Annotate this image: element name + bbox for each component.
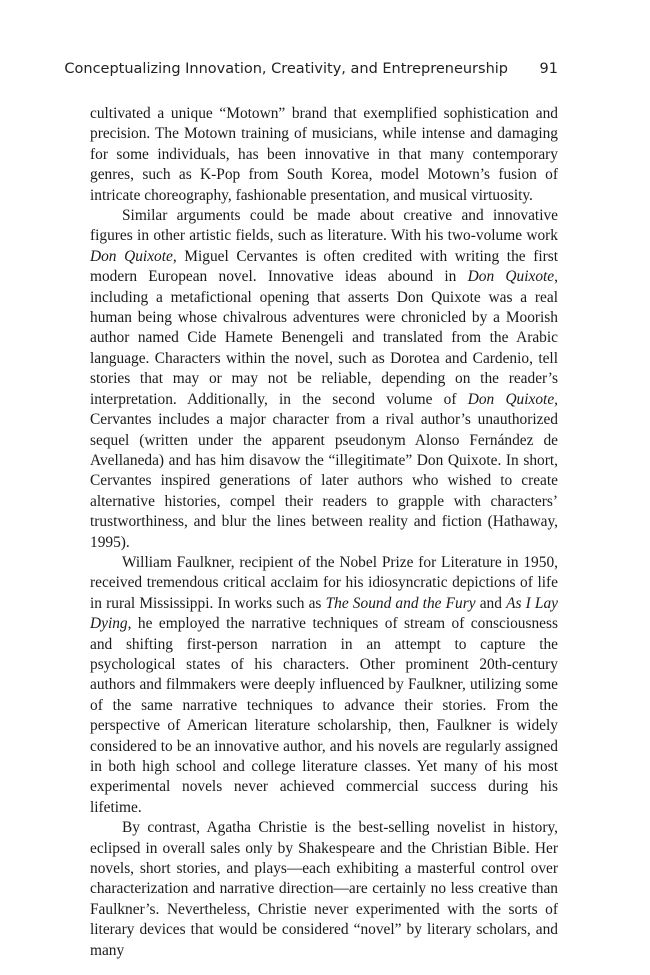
book-title: Don Quixote: [90, 247, 173, 265]
page-number: 91: [539, 61, 558, 77]
text-run: , he employed the narrative techniques of stream of consciousness and shifting first-person narration in an attempt to capture the psychological states of his characters. Other prominent 20th-century authors and filmmakers were deeply influenced by Faulkner, utilizing some of the same narrative techniques to advance their stories. From the perspective of American literature scholarship, then, Faulkner is widely considered to be an innovative author, and his novels are regularly assigned in both high school and college literature classes. Yet many of his most experimental novels never achieved commercial success during his lifetime.: [90, 615, 558, 816]
running-title: Conceptualizing Innovation, Creativity, and Entrepreneurship: [64, 61, 508, 77]
text-run: William Faulkner, recipient of the Nobel Prize for Literature in 1950, received tremendous critical acclaim for his idiosyncratic depictions of life in rural Mississippi. In works such as: [90, 553, 558, 612]
book-title: The Sound and the Fury: [325, 594, 476, 612]
text-run: Similar arguments could be made about creative and innovative figures in other artistic fields, such as literature. With his two-volume work: [90, 207, 558, 245]
text-run: Cervantes includes a major character from a rival author’s unauthorized sequel (written under the apparent pseudonym Alonso Fernández de Avellaneda) and has him disavow the “illegitimate” Don Quixote. In short, Cervantes inspired generations of later authors who wished to create alternative histories, compel their readers to grapple with characters’ trustworthiness, and blur the lines between reality and fiction (Hathaway, 1995).: [90, 411, 558, 551]
text-run: cultivated a unique “Motown” brand that exemplified sophistication and precision. The Motown training of musicians, while intense and damaging for some individuals, has been innovative in that many contemporary genres, such as K-Pop from South Korea, model Motown’s fusion of intricate choreography, fashionable presentation, and musical virtuosity.: [90, 105, 558, 204]
text-run: By contrast, Agatha Christie is the best-selling novelist in history, eclipsed in overall sales only by Shakespeare and the Christian Bible. Her novels, short stories, and plays—each exhibiting a masterful control over characterization and narrative direction—are certainly no less creative than Faulkner’s. Nevertheless, Christie never experimented with the sorts of literary devices that would be considered “novel” by literary scholars, and many: [90, 819, 558, 959]
paragraph: [90, 553, 558, 818]
text-run: , Miguel Cervantes is often credited with writing the first modern European novel. Innovative ideas abound in: [90, 247, 559, 286]
body-text: [90, 104, 558, 961]
paragraph: [90, 206, 558, 553]
running-header: [64, 61, 558, 83]
paragraph: [90, 104, 558, 206]
book-title: As I Lay Dying: [90, 594, 558, 633]
paragraph: [90, 818, 558, 961]
text-run: and: [475, 594, 507, 612]
text-run: , including a metafictional opening that asserts Don Quixote was a real human being whose chivalrous adventures were chronicled by a Moorish author named Cide Hamete Benengeli and translated from the Arabic language. Characters within the novel, such as Dorotea and Cardenio, tell stories that may or may not be reliable, depending on the reader’s interpretation. Additionally, in the second volume of: [90, 268, 558, 408]
book-title: Don Quixote,: [467, 390, 559, 408]
book-title: Don Quixote: [467, 268, 555, 286]
